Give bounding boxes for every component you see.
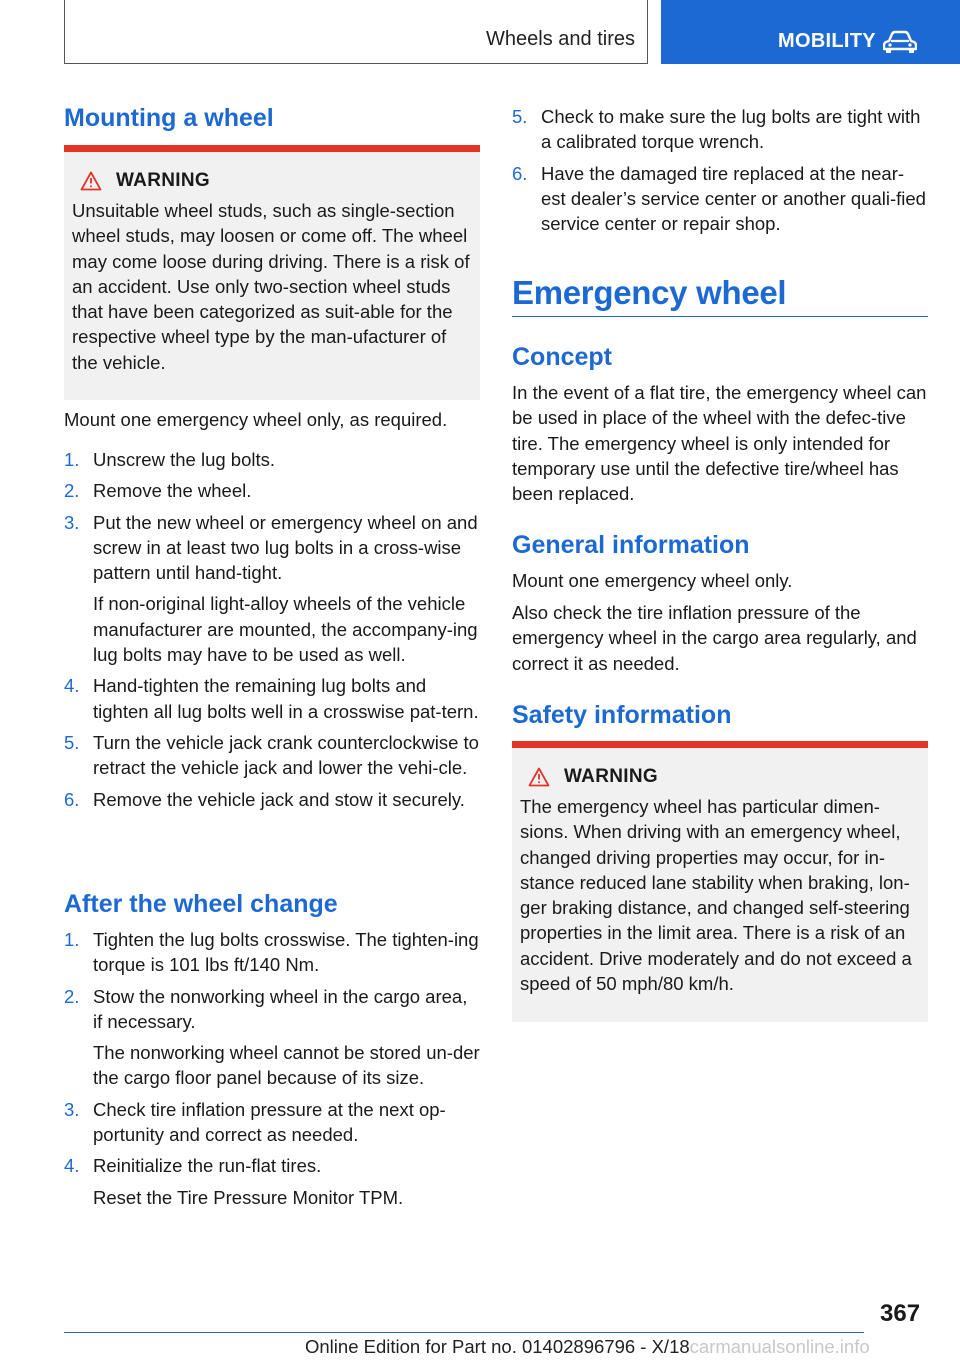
step-number: 2. [64, 480, 80, 502]
warning-text: The emergency wheel has particular dimen-sions. When driving with an emergency wheel, changed driving properties may occur, for in-stance reduced lane stability when braking, lon-ger braking distance, and changed self-steering properties in the limit area. There is a risk of an accident. Drive moderately and do not exceed a speed of 50 mph/80 km/h. [520, 796, 912, 995]
step-text: Unscrew the lug bolts. [93, 449, 276, 470]
list-item [64, 984, 480, 1091]
warning-triangle-icon [528, 767, 550, 787]
step-number: 4. [64, 675, 80, 697]
list-item [64, 510, 480, 668]
mounting-intro: Mount one emergency wheel only, as required. [64, 409, 448, 430]
concept-text: In the event of a flat tire, the emergency wheel can be used in place of the wheel with the defec-tive tire. The emergency wheel is only intended for temporary use until the defective tire/wheel has been replaced. [512, 382, 927, 505]
mounting-steps [64, 447, 480, 818]
list-item [512, 161, 928, 237]
step-text: Turn the vehicle jack crank counterclockwise to retract the vehicle jack and lower the vehi-cle. [93, 731, 479, 779]
step-text: Have the damaged tire replaced at the near-est dealer’s service center or another quali-fied service center or repair shop. [541, 162, 926, 235]
step-number: 1. [64, 449, 80, 470]
mobility-tab-label: MOBILITY [778, 30, 876, 52]
step-text: Remove the wheel. [93, 480, 252, 502]
step-number: 1. [64, 929, 80, 950]
warning-text: Unsuitable wheel studs, such as single-section wheel studs, may loosen or come off. The wheel may come loose during driving. There is a risk of an accident. Use only two-section wheel studs that have been categorized as suit-able for the respective wheel type by the man-ufacturer of the vehicle. [72, 200, 470, 373]
section-title: Wheels and tires [486, 28, 635, 50]
list-item [64, 478, 480, 503]
list-item [64, 730, 480, 781]
step-note: If non-original light-alloy wheels of the vehicle manufacturer are mounted, the accompany-ing lug bolts may have to be used as well. [93, 593, 478, 666]
step-text: Tighten the lug bolts crosswise. The tighten-ing torque is 101 lbs ft/140 Nm. [93, 929, 479, 976]
step-number: 4. [64, 1155, 80, 1177]
edition-text: Online Edition for Part no. 01402896796 - X/18 [305, 1336, 690, 1357]
list-item [64, 787, 480, 812]
warning-triangle-icon [80, 171, 102, 191]
footer-edition [305, 1336, 870, 1358]
step-number: 6. [512, 162, 528, 184]
step-text: Check tire inflation pressure at the next op-portunity and correct as needed. [93, 1098, 446, 1146]
list-item [64, 1097, 480, 1148]
step-text: Put the new wheel or emergency wheel on and screw in at least two lug bolts in a cross-wise pattern until hand-tight. [93, 511, 478, 584]
continued-steps [512, 104, 928, 242]
step-note: The nonworking wheel cannot be stored un-der the cargo floor panel because of its size. [93, 1042, 480, 1089]
safety-warning-box [512, 741, 928, 1022]
step-number: 2. [64, 985, 80, 1007]
safety-info-heading: Safety information [512, 701, 732, 729]
page-number: 367 [880, 1300, 921, 1327]
warning-title: WARNING [116, 170, 210, 191]
list-item [64, 673, 480, 724]
list-item [64, 447, 480, 472]
step-number: 3. [64, 1098, 80, 1120]
warning-title: WARNING [564, 766, 658, 787]
after-change-steps [64, 927, 480, 1216]
list-item [64, 1153, 480, 1210]
step-number: 6. [64, 788, 80, 810]
list-item [64, 927, 480, 978]
mounting-warning-box [64, 145, 480, 400]
step-text: Reinitialize the run-flat tires. [93, 1155, 322, 1177]
footer-divider [64, 1332, 864, 1333]
step-text: Hand-tighten the remaining lug bolts and tighten all lug bolts well in a crosswise pat-tern. [93, 675, 479, 722]
mobility-tab[interactable] [661, 0, 960, 64]
heading-divider [512, 316, 928, 317]
mounting-heading: Mounting a wheel [64, 104, 274, 132]
header-section-box [64, 0, 648, 64]
step-text: Stow the nonworking wheel in the cargo area, if necessary. [93, 985, 468, 1032]
step-number: 3. [64, 511, 80, 533]
general-info-heading: General information [512, 531, 750, 559]
concept-heading: Concept [512, 343, 612, 371]
step-text: Check to make sure the lug bolts are tight with a calibrated torque wrench. [541, 106, 921, 153]
general-info-text-2: Also check the tire inflation pressure of the emergency wheel in the cargo area regularly, and correct it as needed. [512, 602, 917, 674]
step-text: Remove the vehicle jack and stow it securely. [93, 788, 465, 810]
emergency-wheel-heading: Emergency wheel [512, 274, 787, 311]
step-number: 5. [64, 731, 80, 753]
list-item [512, 104, 928, 155]
watermark-text: carmanualsonline.info [689, 1336, 870, 1357]
after-change-heading: After the wheel change [64, 890, 338, 918]
step-note: Reset the Tire Pressure Monitor TPM. [93, 1186, 404, 1208]
general-info-text-1: Mount one emergency wheel only. [512, 570, 793, 591]
step-number: 5. [512, 106, 528, 127]
car-icon [883, 30, 917, 54]
